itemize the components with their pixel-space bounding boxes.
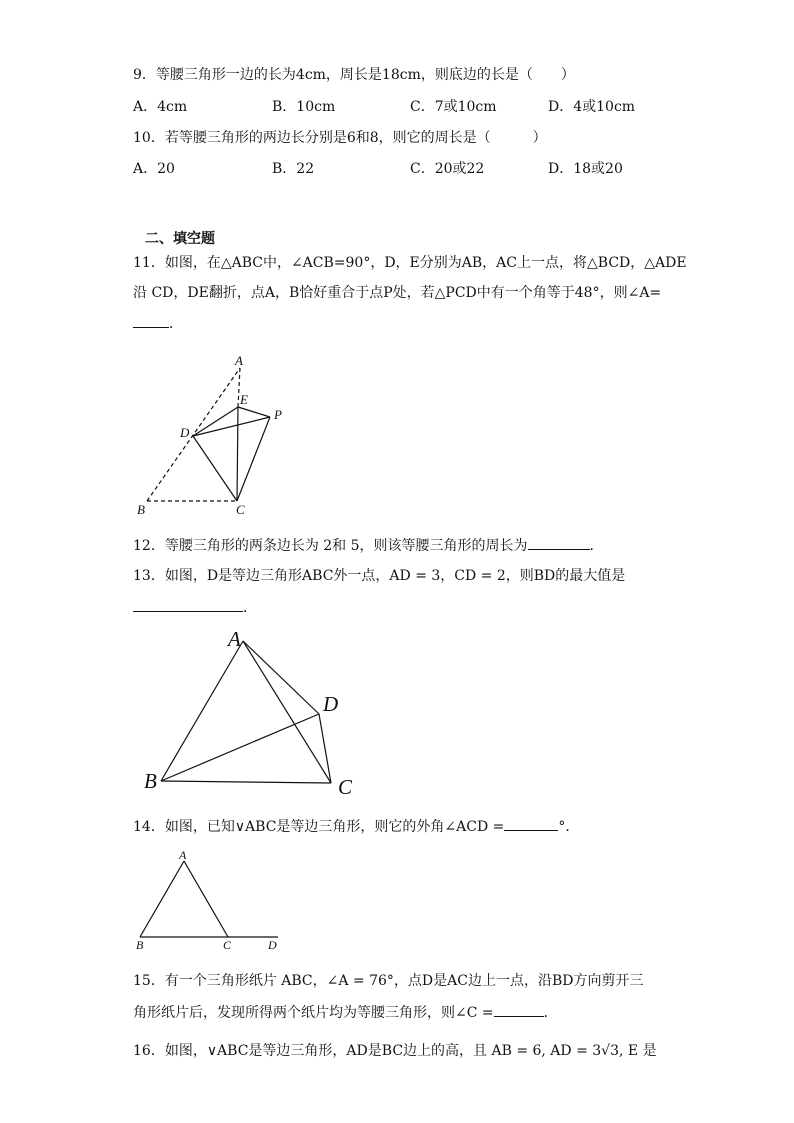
label-a: A (228, 627, 241, 651)
label-b: B (144, 769, 157, 793)
label-d: D (268, 938, 277, 952)
q15-end: ． (543, 1005, 558, 1021)
question-10-stem: 10．若等腰三角形的两边长分别是6和8，则它的周长是（ ） (133, 130, 547, 146)
label-c: C (338, 775, 353, 799)
question-16-stem: 16．如图，∨ABC是等边三角形，AD是BC边上的高，且 AB = 6, AD = 3√3, E 是 (133, 1043, 657, 1059)
label-d: D (323, 692, 339, 716)
q14-end: °． (558, 819, 580, 835)
label-c: C (223, 938, 232, 952)
answer-blank[interactable] (494, 1002, 544, 1017)
question-15-line-1: 15．有一个三角形纸片 ABC，∠A = 76°，点D是AC边上一点，沿BD方向剪开三 (133, 973, 644, 989)
label-p: P (274, 407, 282, 422)
q9-option-d: D．4或10cm (548, 99, 636, 115)
q10-option-c: C．20或22 (410, 161, 485, 177)
label-a: A (235, 353, 243, 368)
q14-stem: 14．如图，已知∨ABC是等边三角形，则它的外角∠ACD = (133, 819, 505, 835)
q11-end: ． (169, 316, 183, 332)
q10-option-b: B．22 (272, 161, 315, 177)
q10-option-d: D．18或20 (548, 161, 623, 177)
q12-stem: 12．等腰三角形的两条边长为 2和 5，则该等腰三角形的周长为 (133, 538, 528, 554)
question-11-line-2: 沿 CD，DE翻折，点A，B恰好重合于点P处，若△PCD中有一个角等于48°，则∠A= (133, 285, 662, 301)
question-9-stem: 9．等腰三角形一边的长为4cm，周长是18cm，则底边的长是（ ） (133, 67, 575, 83)
segment-ab (140, 861, 184, 937)
question-11-line-1: 11．如图，在△ABC中，∠ACB=90°，D，E分别为AB，AC上一点，将△BCD，△ADE (133, 255, 687, 271)
label-b: B (137, 502, 145, 517)
section-title: 二、填空题 (145, 231, 215, 247)
q9-option-c: C．7或10cm (410, 99, 497, 115)
segment-ac (184, 861, 228, 937)
q13-end: ． (243, 600, 257, 616)
label-d: D (180, 425, 190, 440)
q9-option-b: B．10cm (272, 99, 336, 115)
label-b: B (136, 938, 144, 952)
q9-option-a: A．4cm (133, 99, 188, 115)
question-15-line-2 (133, 1002, 558, 1023)
q12-end: ． (589, 538, 604, 554)
question-13-stem: 13．如图，D是等边三角形ABC外一点，AD = 3，CD = 2，则BD的最大值是 (133, 568, 626, 584)
label-c: C (236, 502, 245, 517)
q10-option-a: A．20 (133, 161, 175, 177)
label-e: E (240, 392, 248, 407)
q15-stem: 角形纸片后，发现所得两个纸片均为等腰三角形，则∠C = (133, 1005, 494, 1021)
label-a: A (179, 848, 187, 862)
